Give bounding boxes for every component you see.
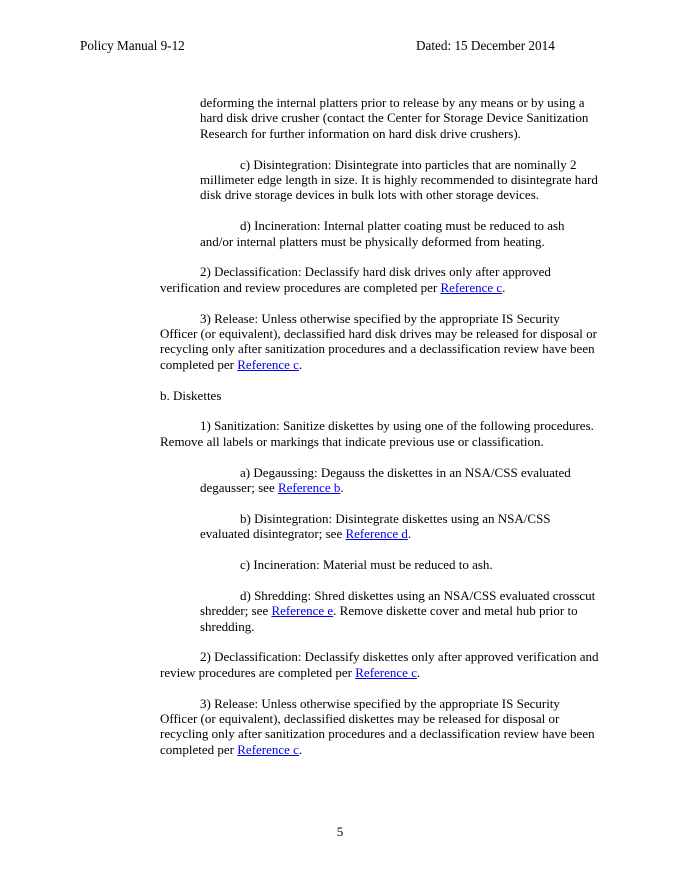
paragraph-hdd-disintegration: c) Disintegration: Disintegrate into particles that are nominally 2 millimeter edge length in size. It is highly recommended to disintegrate hard disk drive storage devices in bulk lots with other storage devices.	[200, 156, 598, 203]
paragraph-diskette-disintegration: b) Disintegration: Disintegrate diskettes using an NSA/CSS evaluated disintegrator; see Reference d.	[200, 510, 551, 542]
reference-c-link[interactable]: Reference c	[237, 356, 299, 372]
paragraph-hdd-deforming: deforming the internal platters prior to release by any means or by using a hard disk drive crusher (contact the Center for Storage Device Sanitization Research for further information on hard disk drive crushers).	[200, 95, 589, 141]
page-number: 5	[336, 824, 344, 839]
reference-c-link[interactable]: Reference c	[440, 279, 503, 295]
paragraph-diskette-release: 3) Release: Unless otherwise specified by the appropriate IS Security Officer (or equivalent), declassified diskettes may be released for disposal or recycling only after sanitization procedures and a declassification review have been completed per Reference c.	[160, 695, 595, 757]
reference-d-link[interactable]: Reference d	[345, 526, 408, 542]
paragraph-hdd-release: 3) Release: Unless otherwise specified by the appropriate IS Security Officer (or equivalent), declassified hard disk drives may be released for disposal or recycling only after sanitization procedures and a declassification review have been completed per Reference c.	[160, 310, 597, 372]
reference-c-link[interactable]: Reference c	[237, 741, 299, 757]
reference-e-link[interactable]: Reference e	[271, 603, 334, 619]
paragraph-hdd-declassification: 2) Declassification: Declassify hard disk drives only after approved verification and review procedures are completed per Reference c.	[160, 264, 551, 295]
header-date: Dated: 15 December 2014	[416, 38, 555, 53]
header-title: Policy Manual 9-12	[80, 38, 185, 53]
reference-b-link[interactable]: Reference b	[277, 480, 341, 496]
paragraph-diskette-sanitization: 1) Sanitization: Sanitize diskettes by using one of the following procedures. Remove all labels or markings that indicate previous use or classification.	[160, 418, 594, 449]
paragraph-diskette-degaussing: a) Degaussing: Degauss the diskettes in an NSA/CSS evaluated degausser; see Reference b.	[200, 464, 571, 496]
reference-c-link[interactable]: Reference c	[355, 664, 417, 680]
paragraph-diskette-shredding: d) Shredding: Shred diskettes using an NSA/CSS evaluated crosscut shredder; see Reference e. Remove diskette cover and metal hub prior to shredding.	[200, 587, 596, 634]
paragraph-diskette-declassification: 2) Declassification: Declassify diskettes only after approved verification and review procedures are completed per Reference c.	[160, 649, 599, 680]
section-heading-diskettes: b. Diskettes	[160, 387, 222, 403]
paragraph-hdd-incineration: d) Incineration: Internal platter coating must be reduced to ash and/or internal platters must be physically deformed from heating.	[200, 218, 565, 249]
paragraph-diskette-incineration: c) Incineration: Material must be reduced to ash.	[240, 557, 493, 573]
document-body	[160, 95, 600, 757]
